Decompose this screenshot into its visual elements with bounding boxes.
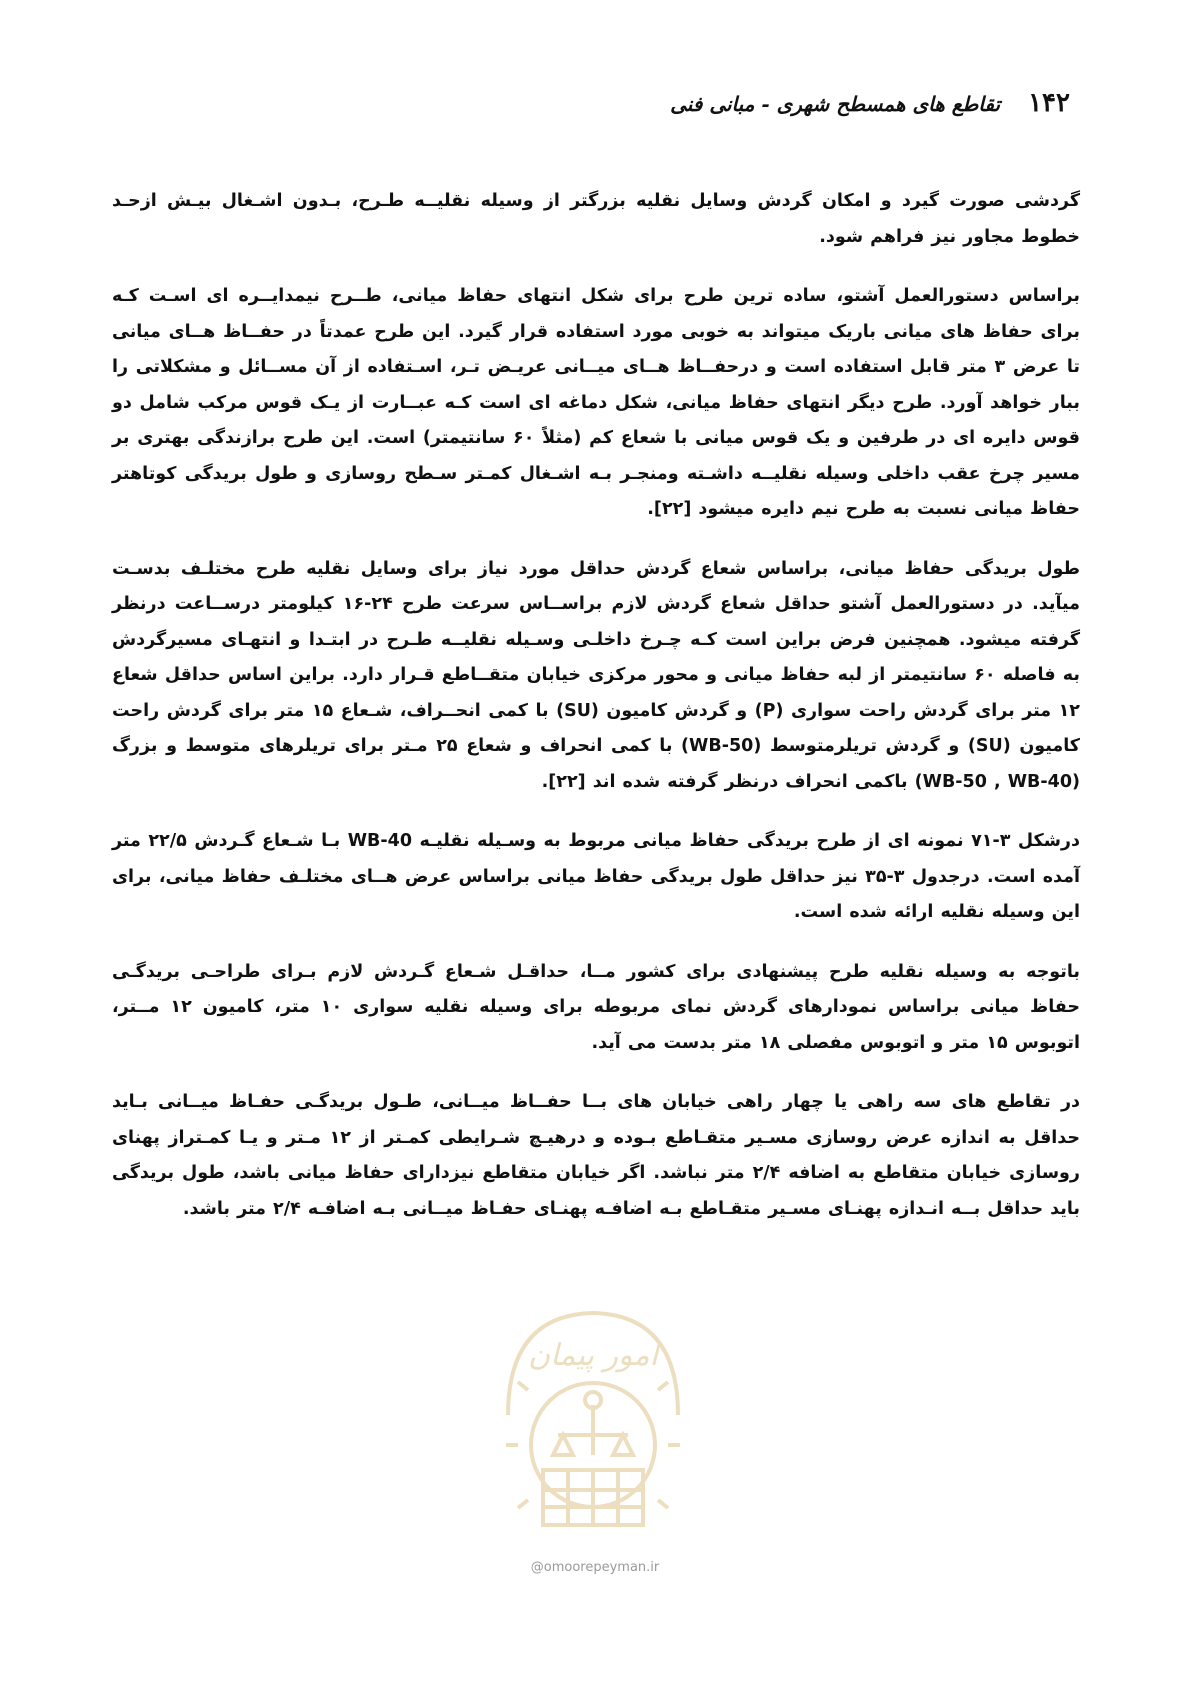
- body-text: [112, 184, 1080, 1251]
- paragraph-1: گردشی صورت گیرد و امکان گردش وسایل نقلیه بزرگتر از وسیله نقلیــه طـرح، بـدون اشـغال بیـش ازحـد خطوط مجاور نیز فراهم شود.: [112, 191, 1080, 247]
- paragraph-6: در تقاطع های سه راهی یا چهار راهی خیابان های بــا حفــاظ میــانی، طـول بریدگـی حفـاظ میــانی بـاید حداقل به اندازه عرض روسازی مسـیر متقـاطع بـوده و درهیـچ شـرایطی کمـتر از ۱۲ مـتر و یـا کمـتراز پهنای روسازی خیابان متقاطع به اضافه ۲/۴ متر نباشد. اگر خیابان متقاطع نیزدارای حفاظ میانی باشد، طول بریدگی باید حداقل بــه انـدازه پهنـای مسـیر متقـاطع بـه اضافـه پهنـای حفـاظ میــانی بـه اضافـه ۲/۴ متر باشد.: [112, 1092, 1081, 1219]
- watermark-site: @omoorepeyman.ir: [530, 1560, 660, 1575]
- paragraph-2: براساس دستورالعمل آشتو، ساده ترین طرح برای شکل انتهای حفاظ میانی، طــرح نیمدایــره ای اسـت کـه برای حفاظ های میانی باریک میتواند به خوبی مورد استفاده قرار گیرد. این طرح عمدتاً در حفــاظ هــای میانی تا عرض ۳ متر قابل استفاده است و درحفــاظ هــای میــانی عریـض تـر، اسـتفاده از آن مســائل و مشکلاتی را ببار خواهد آورد. طرح دیگر انتهای حفاظ میانی، شکل دماغه ای است کـه عبــارت از یـک قوس مرکب شامل دو قوس دایره ای در طرفین و یک قوس میانی با شعاع کم (مثلاً ۶۰ سانتیمتر) است. این طرح برازندگی بهتری بر مسیر چرخ عقب داخلی وسیله نقلیــه داشـته ومنجـر بـه اشـغال کمـتر سـطح روسازی و طول بریدگی کوتاهتر حفاظ میانی نسبت به طرح نیم دایره میشود [۲۲].: [112, 286, 1080, 519]
- paragraph-5: باتوجه به وسیله نقلیه طرح پیشنهادی برای کشور مــا، حداقـل شـعاع گـردش لازم بـرای طراحـی بریدگـی حفاظ میانی براساس نمودارهای گردش نمای مربوطه برای وسیله نقلیه سواری ۱۰ متر، کامیون ۱۲ مــتر، اتوبوس ۱۵ متر و اتوبوس مفصلی ۱۸ متر بدست می آید.: [112, 961, 1080, 1053]
- running-title: تقاطع های همسطح شهری - مبانی فنی: [670, 92, 1001, 116]
- paragraph-3: طول بریدگی حفاظ میانی، براساس شعاع گردش حداقل مورد نیاز برای وسایل نقلیه طرح مختلـف بدسـت میآید. در دستورالعمل آشتو حداقل شعاع گردش لازم براســاس سرعت طرح ۲۴-۱۶ کیلومتر درســاعت درنظر گرفته میشود. همچنین فرض براین است کـه چـرخ داخلـی وسـیله نقلیــه طـرح در ابتـدا و انتهـای مسیرگردش به فاصله ۶۰ سانتیمتر از لبه حفاظ میانی و محور مرکزی خیابان متقــاطع قـرار دارد. براین اساس حداقل شعاع ۱۲ متر برای گردش راحت سواری (P) و گردش کامیون (SU) با کمی انحــراف، شـعاع ۱۵ متر برای گردش راحت کامیون (SU) و گردش تریلرمتوسط (WB-50) با کمی انحراف و شعاع ۲۵ مـتر برای تریلرهای متوسط و بزرگ (WB-50 , WB-40) باکمی انحراف درنظر گرفته شده اند [۲۲].: [112, 558, 1080, 792]
- watermark-logo-text: امور پیمان: [528, 1338, 658, 1373]
- page-header: [600, 88, 1070, 128]
- scales-gear-logo-icon: [488, 1295, 698, 1565]
- paragraph-4: درشکل ۳-۷۱ نمونه ای از طرح بریدگی حفاظ میانی مربوط به وسـیله نقلیـه WB-40 بـا شـعاع گـردش ۲۲/۵ متر آمده است. درجدول ۳-۳۵ نیز حداقل طول بریدگی حفاظ میانی براساس عرض هــای مختلـف حفاظ میانی، برای این وسیله نقلیه ارائه شده است.: [112, 831, 1080, 922]
- page-number: ۱۴۲: [1028, 88, 1070, 118]
